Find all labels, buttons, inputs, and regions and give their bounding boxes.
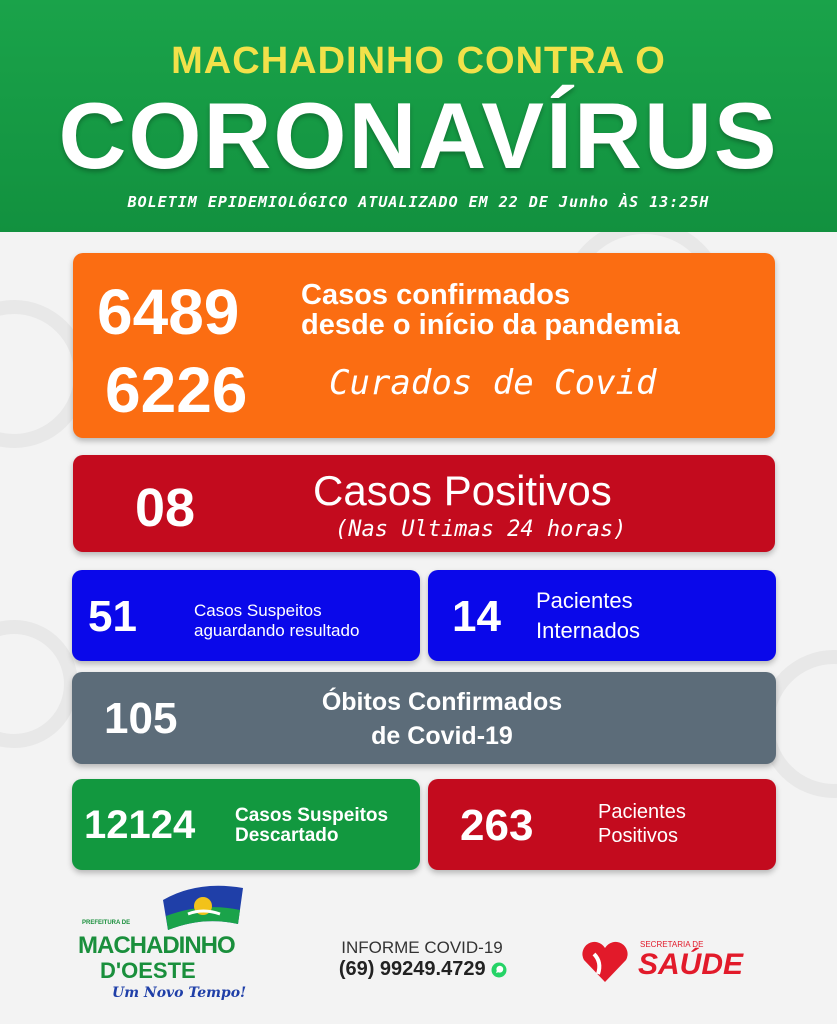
positive-sublabel: (Nas Ultimas 24 horas) [335,517,627,542]
positive-patients-value: 263 [460,801,534,850]
positive-cases-card [73,455,775,552]
logo-prefix: PREFEITURA DE [82,920,131,926]
confirmed-value: 6489 [97,276,240,348]
hospitalized-label-line1: Pacientes [536,588,633,613]
secretaria-label: SECRETARIA DE [640,940,704,949]
deaths-value: 105 [104,694,178,743]
discarded-value: 12124 [84,803,196,847]
background-virus-shape [0,620,78,748]
logo-line1: MACHADINHO [78,932,235,959]
hospitalized-label-line2: Internados [536,618,640,643]
logo-flag-sun-icon [158,880,248,932]
municipal-logo [78,880,258,1010]
logo-line2: D'OESTE [100,958,196,983]
cured-label: Curados de Covid [329,363,657,403]
suspects-label-line1: Casos Suspeitos [194,601,322,620]
phone-text: (69) 99249.4729 [338,958,486,980]
header-title: CORONAVÍRUS [58,83,779,188]
hospitalized-value: 14 [452,592,501,641]
confirmed-label-line2: desde o início da pandemia [301,309,680,341]
positive-patients-label-line1: Pacientes [598,801,686,823]
deaths-label-line2: de Covid-19 [371,722,513,750]
logo-slogan: Um Novo Tempo! [112,985,247,1001]
confirmed-cured-card [73,253,775,438]
header-banner [0,0,837,232]
phone-number[interactable] [318,958,528,981]
discarded-label-line2: Descartado [235,825,339,846]
deaths-label-line1: Óbitos Confirmados [321,688,563,716]
header-subtitle: MACHADINHO CONTRA O [171,40,666,82]
cured-value: 6226 [105,354,248,426]
discarded-label-line1: Casos Suspeitos [235,805,389,826]
suspects-card [72,570,420,661]
whatsapp-icon [491,962,507,978]
positive-value: 08 [135,478,196,538]
discarded-card [72,779,420,870]
positive-patients-label-line2: Positivos [598,825,679,847]
suspects-label-line2: aguardando resultado [194,621,360,640]
positive-patients-card [428,779,776,870]
info-label: INFORME COVID-19 [341,938,503,957]
saude-logo [580,938,770,988]
confirmed-label-line1: Casos confirmados [301,279,571,311]
suspects-value: 51 [88,592,137,641]
saude-title: SAÚDE [638,948,744,981]
bulletin-date: BOLETIM EPIDEMIOLÓGICO ATUALIZADO EM 22 DE Junho ÀS 13:25H [127,193,710,211]
hospitalized-card [428,570,776,661]
deaths-card [72,672,776,764]
positive-label: Casos Positivos [313,467,612,514]
heart-icon [580,940,630,984]
